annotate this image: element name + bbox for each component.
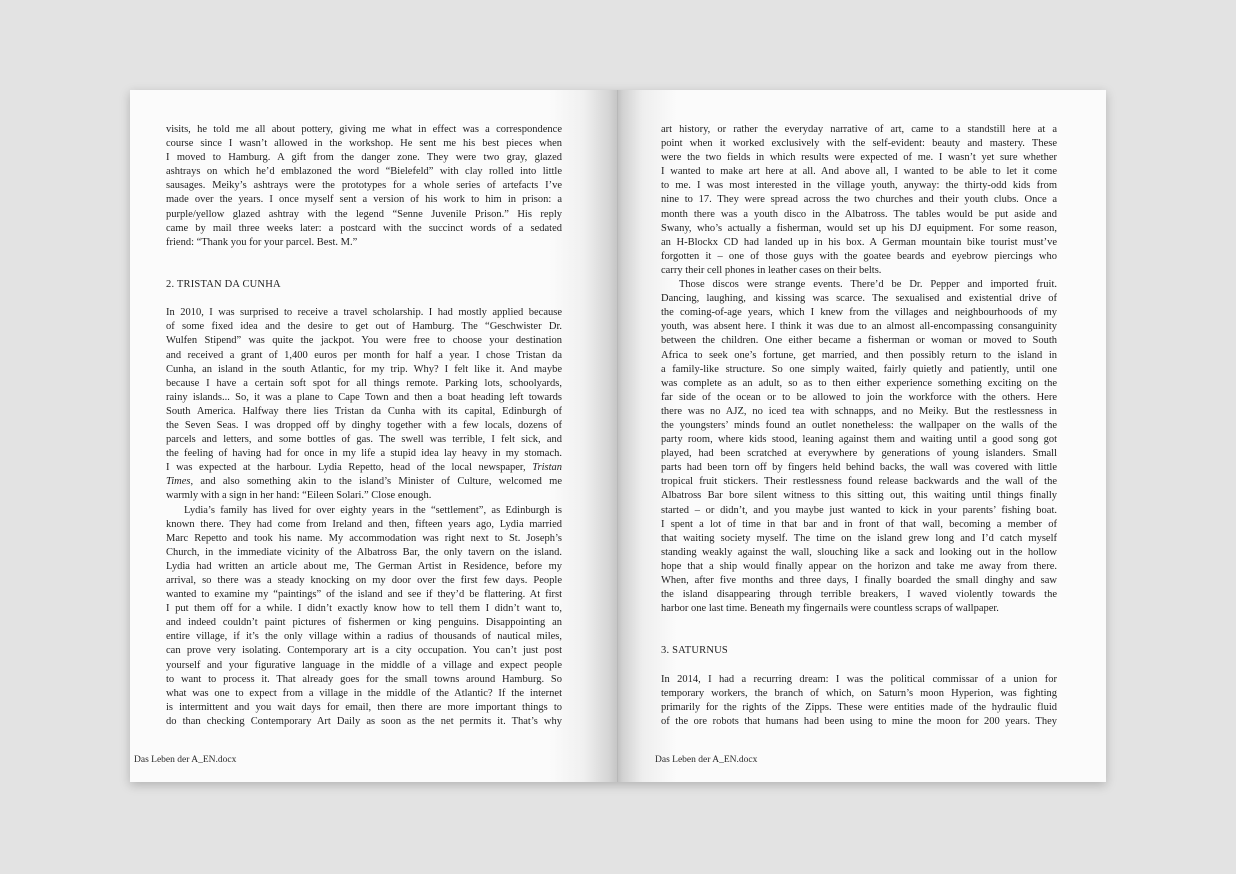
text-line: harbor one last time. Beneath my fingernails were countless scraps of wallpaper. xyxy=(661,603,999,615)
text-line: the youngsters’ minds found an outlet nonetheless: the wallpaper on the walls of the xyxy=(661,419,1057,431)
text-line: wanted to examine my “paintings” of the island and see if they’d be flattering. At first xyxy=(166,589,562,601)
text-line: yourself and your figurative language in the middle of a village and expect people xyxy=(166,659,562,671)
text-line: the feeling of having had for once in my life a stupid idea lay heavy in my stomach. xyxy=(166,448,562,460)
text-line: do than checking Contemporary Art Daily as soon as the net permits it. That’s why xyxy=(166,715,562,727)
text-line: point when it worked exclusively with the self-evident: beauty and mastery. These xyxy=(661,138,1057,150)
text-line: parcels and letters, and some bottles of gas. The swell was terrible, I felt sick, and xyxy=(166,434,562,446)
text-line: party room, where kids stood, leaning against them and waiting until a good song got xyxy=(661,434,1057,446)
text-line: there was no AJZ, no iced tea with schnapps, and no Meiky. But the restlessness in xyxy=(661,405,1057,417)
text-line: visits, he told me all about pottery, giving me what in effect was a correspondence xyxy=(166,124,562,135)
text-line: When, after five months and three days, I finally boarded the small dinghy and saw xyxy=(661,575,1057,586)
section-heading-tristan: 2. TRISTAN DA CUNHA xyxy=(166,279,281,291)
text-line: I wanted to make art here at all. And above all, I wanted to be able to let it come xyxy=(661,166,1057,178)
right-paragraph-1 xyxy=(661,123,1057,278)
text-line: and received a grant of 1,400 euros per month for half a year. I chose Tristan da xyxy=(166,349,562,361)
text-line: because I have a certain soft spot for all things remote. Parking lots, schoolyards, xyxy=(166,377,562,389)
text-line: made over the years. I once myself sent a version of his work to him in prison: a xyxy=(166,194,562,206)
text-line: In 2014, I had a recurring dream: I was the political commissar of a union for xyxy=(661,673,1057,685)
text-line: far side of the ocean or to be allowed to join the workforce with the others. Here xyxy=(661,391,1057,403)
text-line: Albatross Bar bore silent witness to this sitting out, this waiting until things finally xyxy=(661,490,1057,502)
left-paragraph-1 xyxy=(166,123,562,250)
right-page xyxy=(618,90,1106,782)
left-page xyxy=(130,90,618,782)
text-line: and indeed couldn’t paint pictures of fishermen or king penguins. Disappointing an xyxy=(166,617,562,629)
text-line: Church, in the immediate vicinity of the Albatross Bar, the only tavern on the island. xyxy=(166,546,562,558)
text-line: youth, was absent here. I think it was due to an almost all-encompassing consanguinity xyxy=(661,321,1057,333)
text-line: I moved to Hamburg. A gift from the danger zone. They were two gray, glazed xyxy=(166,152,562,164)
text-line: parts had been torn off by fingers held behind backs, the wall was covered with little xyxy=(661,462,1057,474)
text-line: to me. I was most interested in the village youth, anyway: the thirty-odd kids from xyxy=(661,180,1057,192)
text-line: month there was a youth disco in the Albatross. The tables would be put aside and xyxy=(661,208,1057,220)
text-line: course since I wasn’t allowed in the workshop. He sent me his best pieces when xyxy=(166,138,562,150)
text-line: Wulfen Stipend” was quite the jackpot. You were free to choose your destination xyxy=(166,335,562,347)
text-line: came by mail three weeks later: a postcard with the succinct words of a sedated xyxy=(166,222,562,234)
text-line: friend: “Thank you for your parcel. Best. M.” xyxy=(166,236,358,248)
text-line: of some fixed idea and the desire to get out of Hamburg. The “Geschwister Dr. xyxy=(166,321,562,333)
text-line: hope that a ship would finally appear on the horizon and take me away from there. xyxy=(661,560,1057,572)
text-line: was complete as an adult, so as to then either experience something exciting on the xyxy=(661,377,1057,389)
text-line: nine to 17. They were spread across the two churches and their youth clubs. Once a xyxy=(661,194,1057,206)
text-line: carry their cell phones in leather cases on their belts. xyxy=(661,264,882,276)
text-line: that waiting society myself. The time on the island grew long and I’d catch myself xyxy=(661,532,1057,544)
right-paragraph-2 xyxy=(661,278,1057,616)
text-line: South America. Halfway there lies Tristan da Cunha with its capital, Edinburgh of xyxy=(166,405,562,417)
text-line: art history, or rather the everyday narrative of art, came to a standstill here at a xyxy=(661,124,1057,135)
text-line: Lydia had written an article about me, The German Artist in Residence, before my xyxy=(166,560,562,572)
left-paragraph-3 xyxy=(166,504,562,730)
text-line: to want to process it. That already goes for the small towns around Hamburg. So xyxy=(166,673,562,685)
left-paragraph-2 xyxy=(166,306,562,503)
text-line: rainy islands... So, it was a plane to Cape Town and then a boat heading left towards xyxy=(166,391,562,403)
text-line: the Seven Seas. I was dropped off by dinghy together with a few locals, dozens of xyxy=(166,419,562,431)
book-spread xyxy=(130,90,1106,782)
text-line: Cunha, an island in the south Atlantic, for my trip. Why? I felt like it. And maybe xyxy=(166,363,562,375)
text-line: arrival, so there was a steady knocking on my door over the first few days. People xyxy=(166,575,562,586)
text-line: were the two fields in which results were expected of me. I wasn’t yet sure whether xyxy=(661,152,1057,164)
text-line: forgotten it – one of those guys with the goatee beards and eyebrow piercings who xyxy=(661,250,1057,262)
text-line: can prove very isolating. Contemporary art is a city occupation. You can’t just post xyxy=(166,645,562,657)
text-line: played, had been scratched at everywhere by generations of young islanders. Small xyxy=(661,448,1057,460)
text-line: standing weakly against the wall, slouching like a sack and looking out in the hollow xyxy=(661,546,1057,558)
left-page-text xyxy=(166,123,562,729)
text-line: Those discos were strange events. There’d be Dr. Pepper and imported fruit. xyxy=(679,279,1057,291)
text-line: sausages. Meiky’s ashtrays were the prototypes for a whole series of artefacts I’ve xyxy=(166,180,562,192)
text-line: the island disappearing through terrible breakers, I waved violently towards the xyxy=(661,589,1057,601)
text-line: In 2010, I was surprised to receive a travel scholarship. I had mostly applied because xyxy=(166,307,562,319)
text-line: an H-Blockx CD had landed up in his box. A German mountain bike tourist must’ve xyxy=(661,236,1057,248)
text-line: the coming-of-age years, which I knew from the villages and neighbourhoods of my xyxy=(661,307,1057,319)
section-heading-saturnus: 3. SATURNUS xyxy=(661,645,728,657)
text-line: Lydia’s family has lived for over eighty years in the “settlement”, as Edinburgh is xyxy=(184,504,562,516)
text-line: Marc Repetto and took his name. My accommodation was right next to St. Joseph’s xyxy=(166,532,562,544)
text-line: I put them off for a while. I didn’t exactly know how to tell them I didn’t want to, xyxy=(166,603,562,615)
text-line: Times, and also something akin to the island’s Minister of Culture, welcomed me xyxy=(166,476,562,488)
text-line: is intermittent and you wait days for email, then there are more important things to xyxy=(166,701,562,713)
text-line: ashtrays on which he’d emblazoned the word “Bielefeld” with clay rolled into little xyxy=(166,166,562,178)
text-line: what was one to expect from a village in the middle of the Atlantic? If the internet xyxy=(166,687,562,699)
page-footer-filename: Das Leben der A_EN.docx xyxy=(134,755,237,765)
text-line: entire village, if it’s the only village within a radius of thousands of nautical miles, xyxy=(166,631,562,643)
page-footer-filename: Das Leben der A_EN.docx xyxy=(655,755,758,765)
text-line: primarily for the rights of the Zipps. These were entities made of the hydraulic fluid xyxy=(661,701,1057,713)
text-line: purple/yellow glazed ashtray with the legend “Senne Juvenile Prison.” His reply xyxy=(166,208,562,220)
text-line: I spent a lot of time in that bar and in front of that wall, becoming a member of xyxy=(661,518,1057,530)
text-line: between the children. One either became a fisherman or woman or moved to South xyxy=(661,335,1057,347)
right-paragraph-3 xyxy=(661,673,1057,729)
text-line: started – or didn’t, and you maybe just wanted to kick in your parents’ fishing boat. xyxy=(661,504,1057,516)
text-line: I was expected at the harbour. Lydia Repetto, head of the local newspaper, Tristan xyxy=(166,462,562,474)
text-line: a family-like structure. So one simply waited, fairly quietly and patiently, until one xyxy=(661,363,1057,375)
text-line: Dancing, laughing, and kissing was scarce. The sexualised and existential drive of xyxy=(661,293,1057,305)
right-page-text xyxy=(661,123,1057,729)
text-line: of the ore robots that humans had been using to mine the moon for 200 years. They xyxy=(661,715,1057,727)
text-line: tropical fruit stickers. Their restlessness found release backwards and the wall of the xyxy=(661,476,1057,488)
text-line: temporary workers, the branch of which, on Saturn’s moon Hyperion, was fighting xyxy=(661,687,1057,699)
text-line: Africa to seek one’s fortune, get married, and then possibly return to the island in xyxy=(661,349,1057,361)
text-line: known there. They had come from Ireland and then, fifteen years ago, Lydia married xyxy=(166,518,562,530)
text-line: Swany, who’s actually a fisherman, would set up his DJ equipment. For some reason, xyxy=(661,222,1057,234)
text-line: warmly with a sign in her hand: “Eileen Solari.” Close enough. xyxy=(166,490,432,502)
